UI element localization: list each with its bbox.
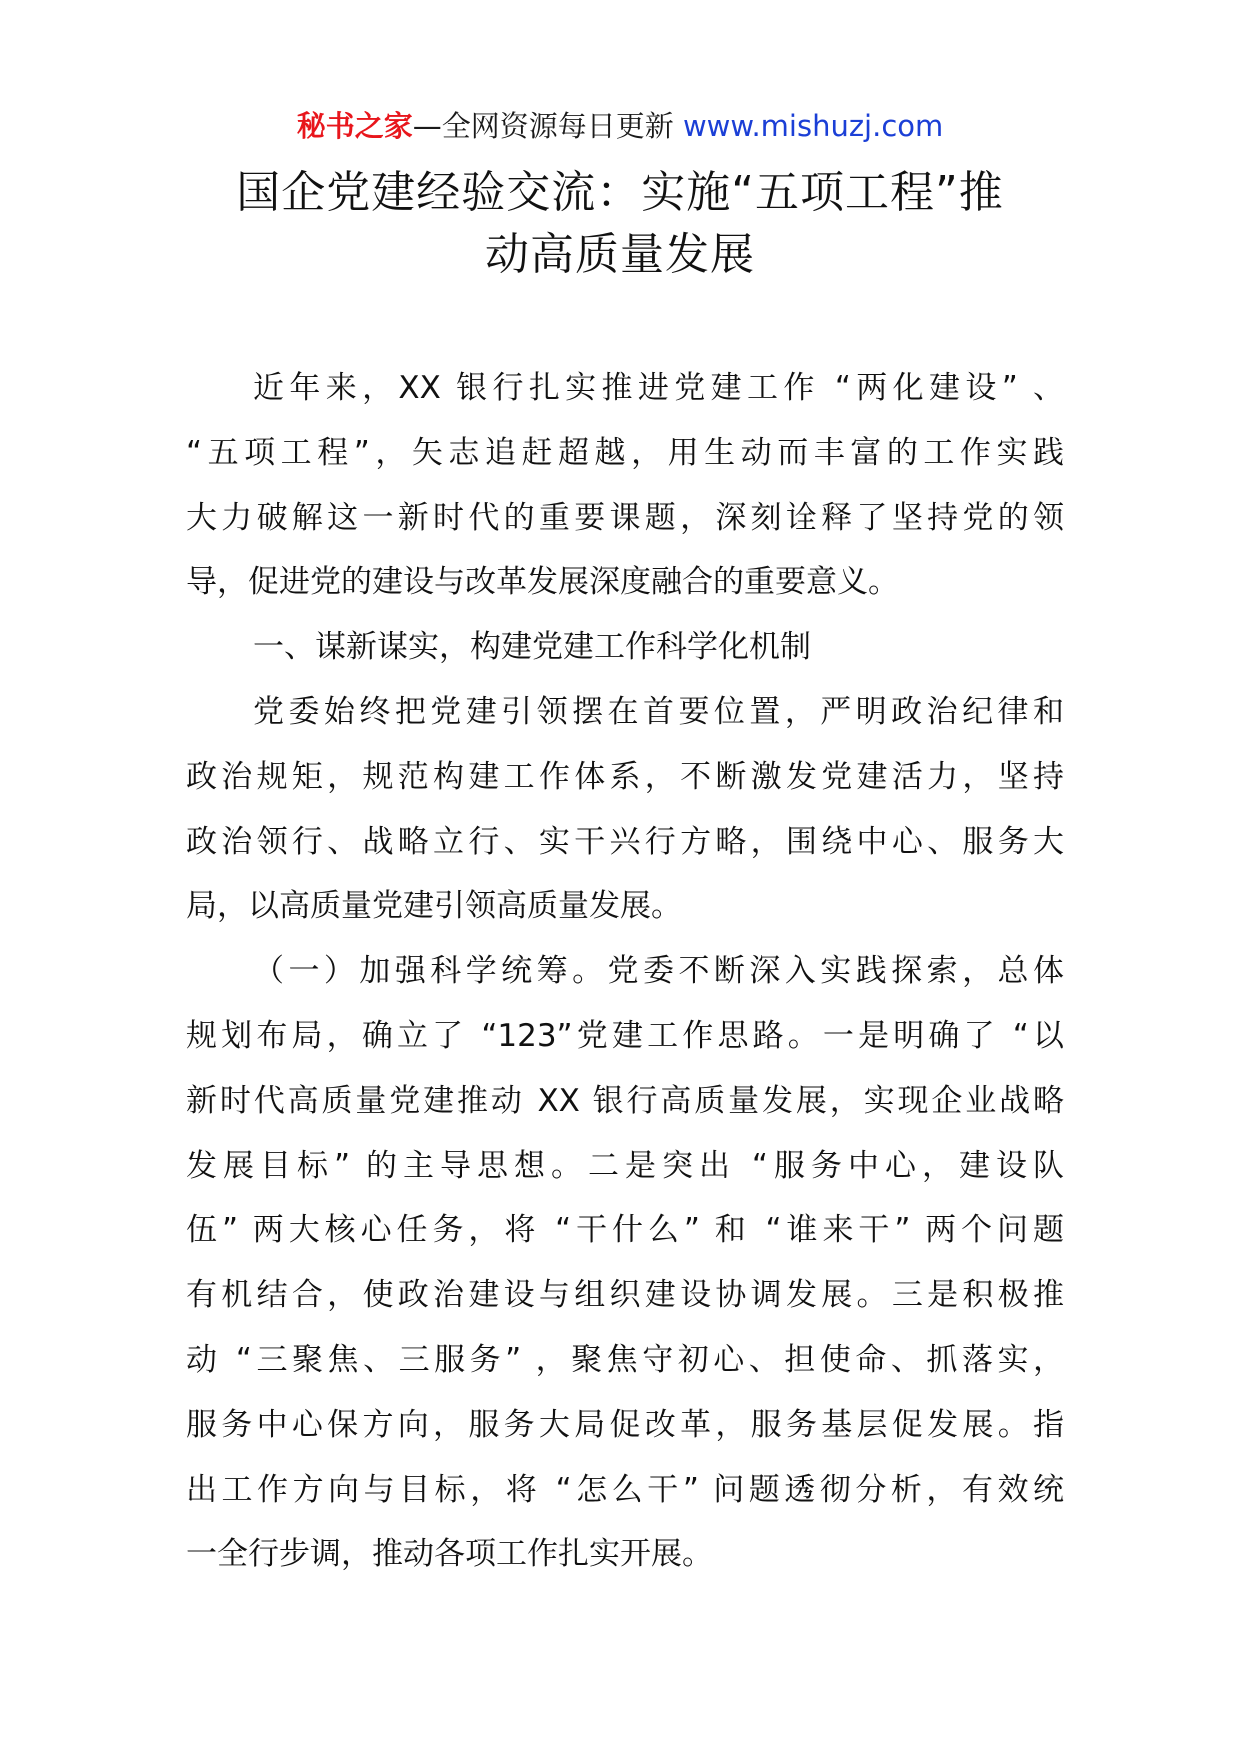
text-line: 近年来，XX 银行扎实推进党建工作 “两化建设” 、 — [253, 370, 1064, 406]
text-line: 规划布局，确立了 “123”党建工作思路。一是明确了 “以 — [186, 1017, 1064, 1054]
site-header — [0, 106, 1240, 146]
text-line: 伍” 两大核心任务，将 “干什么” 和 “谁来干” 两个问题 — [186, 1212, 1064, 1249]
text-line: “五项工程”，矢志追赶超越，用生动而丰富的工作实践 — [186, 434, 1064, 471]
text-line: 动 “三聚焦、三服务” ，聚焦守初心、担使命、抓落实， — [186, 1341, 1064, 1378]
text-line: 发展目标” 的主导思想。二是突出 “服务中心，建设队 — [186, 1147, 1064, 1184]
site-brand: 秘书之家 — [296, 109, 413, 143]
text-line: 局，以高质量党建引领高质量发展。 — [186, 888, 682, 925]
text-line: 政治领行、战略立行、实干兴行方略，围绕中心、服务大 — [186, 823, 1064, 860]
text-line: 党委始终把党建引领摆在首要位置，严明政治纪律和 — [253, 693, 1064, 730]
text-line: 一全行步调，推动各项工作扎实开展。 — [186, 1536, 713, 1573]
title-line-2: 动高质量发展 — [485, 229, 755, 280]
text-line: （一）加强科学统筹。党委不断深入实践探索，总体 — [253, 953, 1064, 990]
text-line: 有机结合，使政治建设与组织建设协调发展。三是积极推 — [186, 1277, 1064, 1314]
text-line: 政治规矩，规范构建工作体系，不断激发党建活力，坚持 — [186, 758, 1064, 795]
section-heading: 一、谋新谋实，构建党建工作科学化机制 — [253, 629, 811, 666]
document-title — [150, 162, 1090, 286]
site-tagline: —全网资源每日更新 — [412, 109, 674, 143]
document-body — [186, 356, 1064, 1587]
site-url-link[interactable]: www.mishuzj.com — [682, 109, 944, 143]
text-line: 大力破解这一新时代的重要课题，深刻诠释了坚持党的领 — [186, 499, 1064, 536]
text-line: 导，促进党的建设与改革发展深度融合的重要意义。 — [186, 564, 899, 601]
title-line-1: 国企党建经验交流：实施“五项工程”推 — [236, 167, 1004, 218]
text-line: 出工作方向与目标，将 “怎么干” 问题透彻分析，有效统 — [186, 1471, 1064, 1508]
text-line: 服务中心保方向，服务大局促改革，服务基层促发展。指 — [186, 1406, 1064, 1443]
text-line: 新时代高质量党建推动 XX 银行高质量发展，实现企业战略 — [186, 1082, 1064, 1119]
